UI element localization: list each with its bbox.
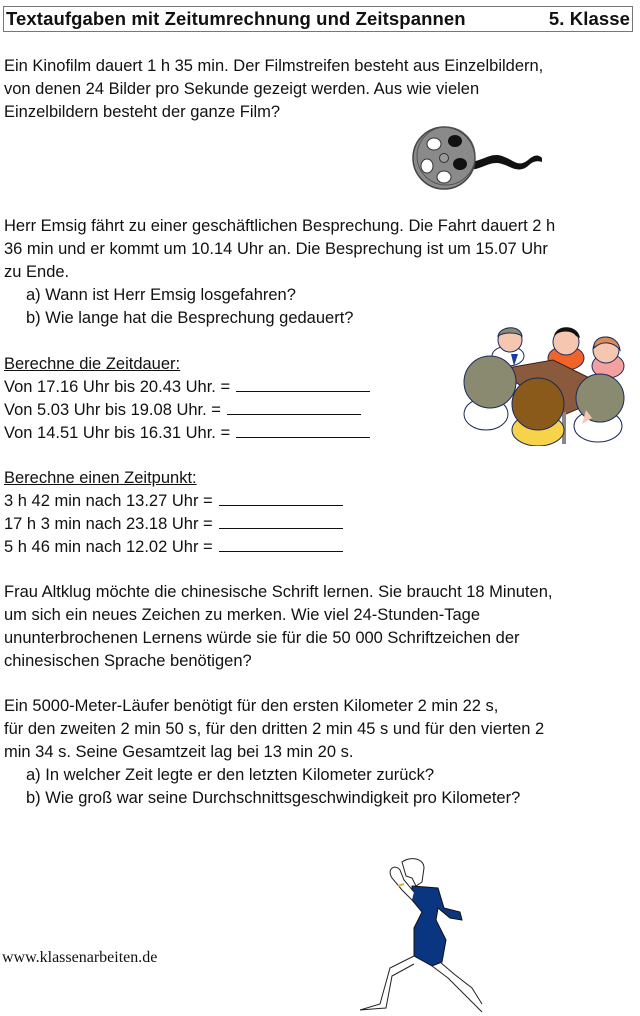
answer-blank[interactable] <box>236 377 370 392</box>
worksheet-header <box>3 6 633 32</box>
duration-item: Von 5.03 Uhr bis 19.08 Uhr. = <box>4 399 361 422</box>
task6-line: für den zweiten 2 min 50 s, für den dritten 2 min 45 s und für den vierten 2 <box>4 720 545 738</box>
duration-heading: Berechne die Zeitdauer: <box>4 355 181 373</box>
film-reel-icon <box>410 124 546 192</box>
task1-line: Ein Kinofilm dauert 1 h 35 min. Der Filmstreifen besteht aus Einzelbildern, <box>4 57 544 75</box>
task5-line: um sich ein neues Zeichen zu merken. Wie viel 24-Stunden-Tage <box>4 606 480 624</box>
answer-blank[interactable] <box>219 514 343 529</box>
task6-line: Ein 5000-Meter-Läufer benötigt für den ersten Kilometer 2 min 22 s, <box>4 697 499 715</box>
runner-icon <box>350 856 500 1016</box>
time-point-item: 3 h 42 min nach 13.27 Uhr = <box>4 490 343 513</box>
task2-line: Herr Emsig fährt zu einer geschäftlichen Besprechung. Die Fahrt dauert 2 h <box>4 217 556 235</box>
website-footer: www.klassenarbeiten.de <box>2 949 158 966</box>
grade-label: 5. Klasse <box>548 8 630 29</box>
task6-question-b: b) Wie groß war seine Durchschnittsgeschwindigkeit pro Kilometer? <box>26 789 521 807</box>
task1-line: von denen 24 Bilder pro Sekunde gezeigt werden. Aus wie vielen <box>4 80 480 98</box>
task2-question-b: b) Wie lange hat die Besprechung gedauert? <box>26 309 354 327</box>
answer-blank[interactable] <box>219 537 343 552</box>
meeting-table-icon <box>458 322 630 446</box>
task2-line: 36 min und er kommt um 10.14 Uhr an. Die Besprechung ist um 15.07 Uhr <box>4 240 548 258</box>
task1-line: Einzelbildern besteht der ganze Film? <box>4 103 281 121</box>
task2-line: zu Ende. <box>4 263 70 281</box>
task5-line: chinesischen Sprache benötigen? <box>4 652 252 670</box>
task5-line: ununterbrochenen Lernens würde sie für die 50 000 Schriftzeichen der <box>4 629 520 647</box>
time-point-item: 17 h 3 min nach 23.18 Uhr = <box>4 513 343 536</box>
time-point-heading: Berechne einen Zeitpunkt: <box>4 469 197 487</box>
task2-question-a: a) Wann ist Herr Emsig losgefahren? <box>26 286 296 304</box>
duration-item: Von 17.16 Uhr bis 20.43 Uhr. = <box>4 376 370 399</box>
duration-item: Von 14.51 Uhr bis 16.31 Uhr. = <box>4 422 370 445</box>
answer-blank[interactable] <box>219 491 343 506</box>
answer-blank[interactable] <box>227 400 361 415</box>
task5-line: Frau Altklug möchte die chinesische Schrift lernen. Sie braucht 18 Minuten, <box>4 583 553 601</box>
task6-question-a: a) In welcher Zeit legte er den letzten Kilometer zurück? <box>26 766 435 784</box>
worksheet-title: Textaufgaben mit Zeitumrechnung und Zeitspannen <box>6 8 466 29</box>
task6-line: min 34 s. Seine Gesamtzeit lag bei 13 min 20 s. <box>4 743 354 761</box>
answer-blank[interactable] <box>236 423 370 438</box>
time-point-item: 5 h 46 min nach 12.02 Uhr = <box>4 536 343 559</box>
